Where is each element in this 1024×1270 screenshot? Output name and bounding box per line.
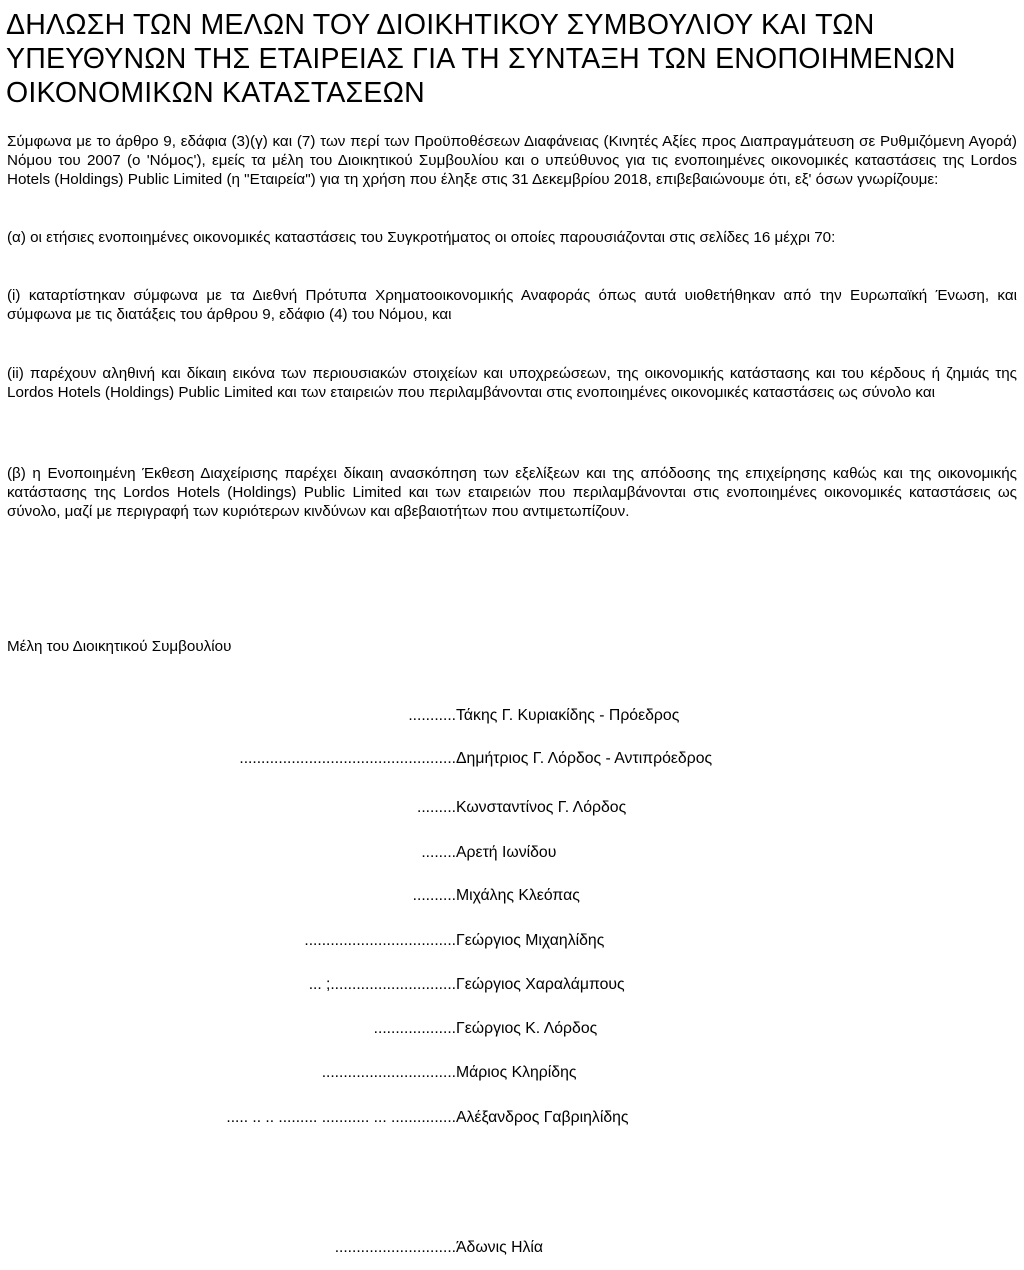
signature-line: .........	[417, 799, 456, 816]
signature-line: ..........	[412, 887, 456, 904]
board-members-heading: Μέλη του Διοικητικού Συμβουλίου	[7, 638, 232, 655]
signatory-name: Γεώργιος Μιχαηλίδης	[456, 932, 605, 949]
paragraph-ii: (ii) παρέχουν αληθινή και δίκαιη εικόνα των περιουσιακών στοιχείων και υποχρεώσεων, της οικονομικής κατάστασης και του κέρδους ή ζημιάς της Lordos Hotels (Holdings) Public Limited και των εταιρειών που περιλαμβάνονται στις ενοποιημένες οικονομικές καταστάσεις ως σύνολο και	[7, 365, 1017, 402]
signature-line: ...............................	[321, 1064, 456, 1081]
intro-paragraph: Σύμφωνα με το άρθρο 9, εδάφια (3)(γ) και (7) των περί των Προϋποθέσεων Διαφάνειας (Κινητές Αξίες προς Διαπραγμάτευση σε Ρυθμιζόμενη Αγορά) Νόμου του 2007 (ο 'Νόμος'), εμείς τα μέλη του Διοικητικού Συμβουλίου και ο υπεύθυνος για τις ενοποιημένες οικονομικές καταστάσεις της Lordos Hotels (Holdings) Public Limited (η "Εταιρεία") για τη χρήση που έληξε στις 31 Δεκεμβρίου 2018, επιβεβαιώνουμε ότι, εξ' όσων γνωρίζουμε:	[7, 133, 1017, 189]
signatory-name: Γεώργιος Χαραλάμπους	[456, 976, 625, 993]
title-line-1: ΔΗΛΩΣΗ ΤΩΝ ΜΕΛΩΝ ΤΟΥ ΔΙΟΙΚΗΤΙΚΟΥ ΣΥΜΒΟΥΛΙΟΥ ΚΑΙ ΤΩΝ	[6, 9, 875, 41]
paragraph-i: (i) καταρτίστηκαν σύμφωνα με τα Διεθνή Πρότυπα Χρηματοοικονομικής Αναφοράς όπως αυτά υιοθετήθηκαν από την Ευρωπαϊκή Ένωση, και σύμφωνα με τις διατάξεις του άρθρου 9, εδάφιο (4) του Νόμου, και	[7, 287, 1017, 324]
signature-line: ...........	[408, 707, 456, 724]
title-line-2: ΥΠΕΥΘΥΝΩΝ ΤΗΣ ΕΤΑΙΡΕΙΑΣ ΓΙΑ ΤΗ ΣΥΝΤΑΞΗ ΤΩΝ ΕΝΟΠΟΙΗΜΕΝΩΝ	[6, 43, 956, 75]
signatory-name: Τάκης Γ. Κυριακίδης - Πρόεδρος	[456, 707, 680, 724]
signature-line: ............................	[334, 1239, 456, 1256]
signature-line: ..... .. .. ......... ........... ... ...............	[226, 1109, 456, 1126]
signatory-name: Δημήτριος Γ. Λόρδος - Αντιπρόεδρος	[456, 750, 713, 767]
signatory-name: Αρετή Ιωνίδου	[456, 844, 557, 861]
signature-line: ...................................	[304, 932, 456, 949]
paragraph-a: (α) οι ετήσιες ενοποιημένες οικονομικές καταστάσεις του Συγκροτήματος οι οποίες παρουσιάζονται στις σελίδες 16 μέχρι 70:	[7, 229, 836, 246]
signatory-name: Γεώργιος Κ. Λόρδος	[456, 1020, 598, 1037]
signatory-name: Μάριος Κληρίδης	[456, 1064, 577, 1081]
signature-line: ... ;.............................	[308, 976, 456, 993]
signature-line: ...................	[373, 1020, 456, 1037]
signature-line: ........	[421, 844, 456, 861]
signatory-name: Κωνσταντίνος Γ. Λόρδος	[456, 799, 627, 816]
signatory-name: Μιχάλης Κλεόπας	[456, 887, 580, 904]
signatory-name: Αλέξανδρος Γαβριηλίδης	[456, 1109, 629, 1126]
paragraph-b: (β) η Ενοποιημένη Έκθεση Διαχείρισης παρέχει δίκαιη ανασκόπηση των εξελίξεων και της απόδοσης της επιχείρησης καθώς και της οικονομικής κατάστασης της Lordos Hotels (Holdings) Public Limited και των εταιρειών που περιλαμβάνονται στις ενοποιημένες οικονομικές καταστάσεις ως σύνολο, μαζί με περιγραφή των κυριότερων κινδύνων και αβεβαιοτήτων που αντιμετωπίζουν.	[7, 465, 1017, 521]
title-line-3: ΟΙΚΟΝΟΜΙΚΩΝ ΚΑΤΑΣΤΑΣΕΩΝ	[6, 77, 425, 109]
signatory-name: Άδωνις Ηλία	[456, 1239, 544, 1256]
signature-line: ..................................................	[239, 750, 456, 767]
